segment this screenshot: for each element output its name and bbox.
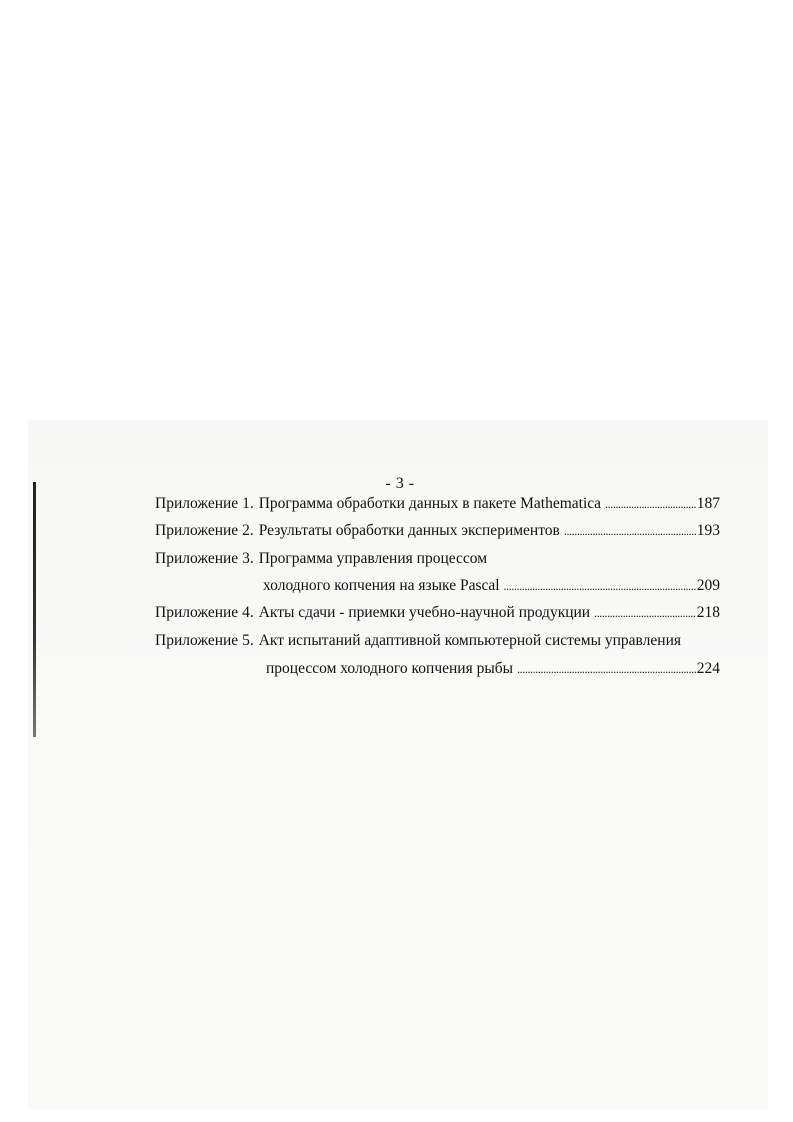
dot-leader bbox=[517, 659, 696, 679]
toc-entry-1 bbox=[155, 494, 720, 514]
toc-entry-page: 209 bbox=[696, 577, 720, 594]
dot-leader bbox=[594, 603, 696, 623]
toc-entry-title: Программа обработки данных в пакете Mathematica bbox=[258, 495, 602, 512]
toc-entry-2 bbox=[155, 521, 720, 541]
toc-entry-prefix: Приложение 1. bbox=[155, 495, 254, 512]
toc-entry-3-continuation bbox=[263, 576, 720, 596]
toc-entry-title: Акт испытаний адаптивной компьютерной системы управления bbox=[258, 632, 681, 649]
toc-entry-title-continuation: холодного копчения на языке Pascal bbox=[263, 577, 500, 594]
dot-leader bbox=[564, 521, 696, 541]
toc-entry-prefix: Приложение 3. bbox=[155, 550, 254, 567]
toc-entry-prefix: Приложение 4. bbox=[155, 604, 254, 621]
toc-entry-5-continuation bbox=[266, 659, 720, 679]
toc-entry-prefix: Приложение 2. bbox=[155, 522, 254, 539]
dot-leader bbox=[605, 494, 696, 514]
toc-entry-title: Акты сдачи - приемки учебно-научной продукции bbox=[258, 604, 591, 621]
toc-entry-prefix: Приложение 5. bbox=[155, 632, 254, 649]
toc-entry-4 bbox=[155, 603, 720, 623]
dot-leader bbox=[504, 576, 696, 596]
toc-entry-page: 224 bbox=[696, 660, 720, 677]
toc-entry-title: Результаты обработки данных экспериментов bbox=[258, 522, 560, 539]
toc-entry-3 bbox=[155, 549, 720, 569]
toc-entry-5 bbox=[155, 631, 720, 651]
toc-entry-title: Программа управления процессом bbox=[258, 550, 488, 567]
toc-entry-page: 187 bbox=[696, 495, 720, 512]
toc-entry-page: 193 bbox=[696, 522, 720, 539]
toc-entry-title-continuation: процессом холодного копчения рыбы bbox=[266, 660, 514, 677]
page-number: - 3 - bbox=[385, 475, 415, 492]
toc-entry-page: 218 bbox=[696, 604, 720, 621]
